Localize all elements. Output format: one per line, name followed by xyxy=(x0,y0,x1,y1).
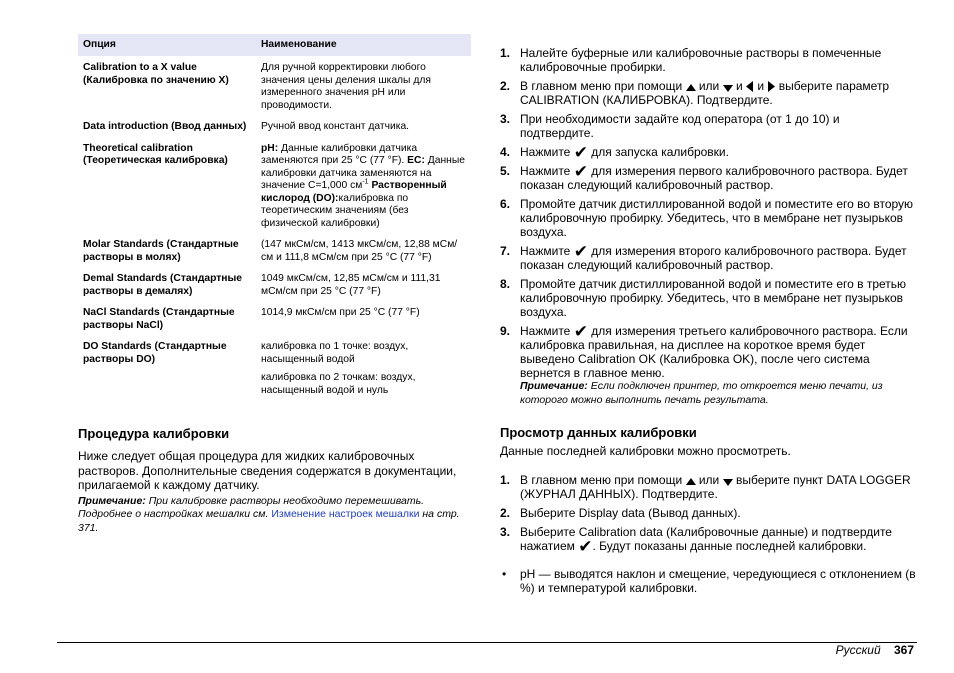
bullet-dot: • xyxy=(502,566,507,581)
table-row xyxy=(78,273,471,307)
view-data-steps xyxy=(500,472,916,556)
step-text: Нажмите xyxy=(520,324,571,338)
step-text-and: и xyxy=(757,79,765,93)
ph-label: pH: xyxy=(261,142,279,154)
table-row xyxy=(78,307,471,341)
list-item xyxy=(500,324,916,407)
do-standard-2point: калибровка по 2 точкам: воздух, насыщенный водой и нуль xyxy=(261,372,416,396)
table-header-name: Наименование xyxy=(256,34,471,56)
arrow-down-icon xyxy=(723,478,733,486)
do-text: калибровка по теоретическим значениям (без физической калибровки) xyxy=(261,192,409,229)
step-number: 8. xyxy=(500,277,511,291)
view-data-title: Просмотр данных калибровки xyxy=(500,425,697,440)
table-cell-desc: 1014,9 мкСм/см при 25 °C (77 °F) xyxy=(261,307,420,318)
calibration-procedure-title: Процедура калибровки xyxy=(78,426,230,441)
step-text: При необходимости задайте код оператора (от 1 до 10) и подтвердите. xyxy=(520,112,840,140)
step-number: 3. xyxy=(500,112,511,126)
table-cell-key: DO Standards (Стандартные растворы DO) xyxy=(83,341,227,365)
list-item xyxy=(500,473,916,501)
table-cell-desc xyxy=(256,341,471,406)
stirrer-settings-link[interactable]: Изменение настроек мешалки xyxy=(271,508,420,520)
page-number: 367 xyxy=(893,643,914,657)
footer-language: Русский xyxy=(835,643,881,657)
ph-text: Данные калибровки датчика заменяются при 25 °C (77 °F). xyxy=(261,142,418,166)
bullet-text: pH — выводятся наклон и смещение, чередующиеся с отклонением (в %) и температурой калибровки. xyxy=(520,566,916,595)
table-cell-desc: (147 мкСм/см, 1413 мкСм/см, 12,88 мСм/см и 111,8 мСм/см при 25 °C (77 °F) xyxy=(261,239,458,263)
left-column xyxy=(78,34,471,535)
view-data-intro: Данные последней калибровки можно просмотреть. xyxy=(500,444,791,458)
table-row xyxy=(78,239,471,273)
step-text: Налейте буферные или калибровочные растворы в помеченные калибровочные пробирки. xyxy=(520,46,882,74)
table-row xyxy=(78,56,471,121)
options-table xyxy=(78,34,471,406)
checkmark-icon: ✔ xyxy=(573,162,588,181)
list-item xyxy=(500,79,916,107)
table-row xyxy=(78,341,471,406)
checkmark-icon: ✔ xyxy=(573,322,588,341)
list-item xyxy=(500,524,916,556)
step-text: выберите пункт DATA LOGGER (ЖУРНАЛ ДАННЫХ). Подтвердите. xyxy=(520,472,911,501)
arrow-up-icon xyxy=(686,84,696,92)
step-text: Промойте датчик дистиллированной водой и поместите его в третью калибровочную пробирку. Убедитесь, что в мембране нет пузырьков воздуха. xyxy=(520,277,907,319)
do-standard-1point: калибровка по 1 точке: воздух, насыщенный водой xyxy=(261,341,409,365)
table-cell-desc: Ручной ввод констант датчика. xyxy=(261,121,410,132)
step-text: Промойте датчик дистиллированной водой и поместите его во вторую калибровочную пробирку. Убедитесь, что в мембране нет пузырьков воздуха. xyxy=(520,197,914,239)
table-cell-key: Calibration to a X value (Калибровка по значению X) xyxy=(83,62,229,86)
table-cell-key: Demal Standards (Стандартные растворы в демалях) xyxy=(83,273,243,297)
calibration-procedure-note xyxy=(78,495,471,536)
table-cell-key: Molar Standards (Стандартные растворы в молях) xyxy=(83,239,239,263)
step-text: Выберите Display data (Вывод данных). xyxy=(520,505,741,520)
step-text: Нажмите xyxy=(520,244,571,258)
step-number: 2. xyxy=(500,505,511,520)
step-number: 7. xyxy=(500,244,511,258)
step-text-or: или xyxy=(698,79,720,93)
step-text: Выберите Calibration data (Калибровочные данные) и подтвердите нажатием xyxy=(520,524,892,553)
arrow-right-icon xyxy=(767,81,775,92)
arrow-up-icon xyxy=(686,478,696,486)
note-text: При калибровке растворы необходимо перемешивать. Подробнее о настройках мешалки см. xyxy=(78,494,425,520)
table-row xyxy=(78,143,471,240)
note-label: Примечание: xyxy=(78,494,146,507)
table-cell-key: Data introduction (Ввод данных) xyxy=(83,121,247,132)
table-cell-key: NaCl Standards (Стандартные растворы NaCl) xyxy=(83,307,235,331)
page-footer xyxy=(836,643,914,657)
step-number: 5. xyxy=(500,164,511,178)
step-text: . Будут показаны данные последней калибровки. xyxy=(592,538,867,553)
step-text: выберите параметр CALIBRATION (КАЛИБРОВКА). Подтвердите. xyxy=(520,79,890,107)
step-text: для измерения второго калибровочного раствора. Будет показан следующий калибровочный раствор. xyxy=(520,244,907,272)
list-item xyxy=(500,506,916,520)
step-number: 2. xyxy=(500,79,511,93)
table-cell-desc: Для ручной корректировки любого значения цены деления шкалы для измеренного значения pH или проводимости. xyxy=(261,62,431,111)
step-number: 9. xyxy=(500,324,511,338)
calibration-procedure-intro: Ниже следует общая процедура для жидких калибровочных растворов. Дополнительные сведения содержатся в документации, прилагаемой к каждому датчику. xyxy=(78,449,457,492)
list-item xyxy=(500,164,916,192)
checkmark-icon: ✔ xyxy=(573,143,588,162)
step-number: 6. xyxy=(500,197,511,211)
step-text: Нажмите xyxy=(520,164,571,178)
ec-superscript: -1 xyxy=(362,178,369,186)
arrow-down-icon xyxy=(723,84,733,92)
checkmark-icon: ✔ xyxy=(573,242,588,261)
note-tail: на стр. 371. xyxy=(78,508,460,534)
do-label: Растворенный кислород (DO): xyxy=(261,180,447,204)
checkmark-icon: ✔ xyxy=(578,536,593,556)
table-row xyxy=(78,121,471,143)
list-item xyxy=(500,112,916,140)
step-number: 1. xyxy=(500,472,511,487)
bullet-item xyxy=(500,567,916,596)
table-header-row xyxy=(78,34,471,56)
step-text: Нажмите xyxy=(520,145,571,159)
step-text: для запуска калибровки. xyxy=(591,145,729,159)
list-item xyxy=(500,46,916,74)
step-text: для измерения первого калибровочного раствора. Будет показан следующий калибровочный раствор. xyxy=(520,164,908,192)
step-note xyxy=(520,380,916,407)
step-number: 3. xyxy=(500,524,511,539)
step-number: 4. xyxy=(500,145,511,159)
ec-text: Данные калибровки датчика заменяются на значение C=1,000 см xyxy=(261,155,465,191)
step-text-or: или xyxy=(698,472,720,487)
list-item xyxy=(500,143,916,162)
table-cell-key: Theoretical calibration (Теоретическая калибровка) xyxy=(83,142,228,166)
list-item xyxy=(500,244,916,272)
table-cell-desc: 1049 мкСм/см, 12,85 мСм/см и 111,31 мСм/см при 25 °C (77 °F) xyxy=(261,273,441,297)
note-label: Примечание: xyxy=(520,380,588,392)
step-text: В главном меню при помощи xyxy=(520,79,683,93)
table-cell-desc xyxy=(256,143,471,240)
calibration-steps xyxy=(500,46,916,407)
footer-divider xyxy=(57,642,917,643)
list-item xyxy=(500,197,916,239)
arrow-left-icon xyxy=(746,81,754,92)
step-text: для измерения третьего калибровочного раствора. Если калибровка правильная, на дисплее на короткое время будет выведено Calibration OK (Калибровка OK), после чего система вернется в главное меню. xyxy=(520,324,908,380)
step-text: В главном меню при помощи xyxy=(520,472,683,487)
note-text: Если подключен принтер, то откроется меню печати, из которого можно выполнить печать результата. xyxy=(520,380,883,406)
table-header-option: Опция xyxy=(78,34,256,56)
right-column xyxy=(500,46,916,596)
ec-label: EC: xyxy=(407,155,425,166)
step-text-and: и xyxy=(735,79,743,93)
list-item xyxy=(500,277,916,319)
step-number: 1. xyxy=(500,46,511,60)
